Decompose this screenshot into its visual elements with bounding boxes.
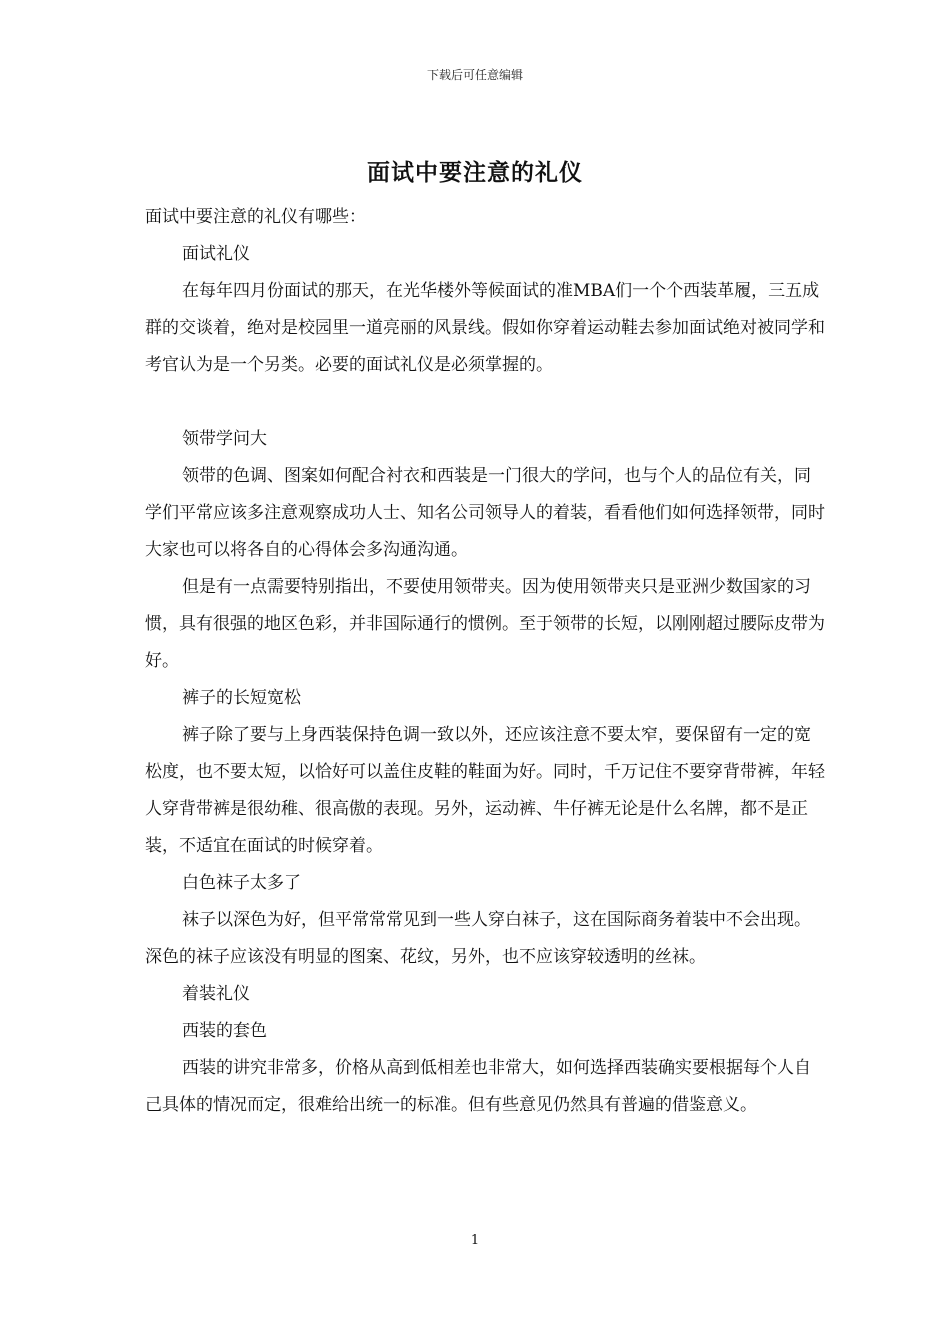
section-heading-trousers: 裤子的长短宽松 (182, 688, 301, 708)
section-heading-socks: 白色袜子太多了 (182, 873, 301, 893)
body-paragraph: 西装的讲究非常多，价格从高到低相差也非常大，如何选择西装确实要根据每个人自己具体的情况而定，很难给出统一的标准。但有些意见仍然具有普遍的借鉴意义。 (145, 1058, 811, 1115)
body-paragraph: 袜子以深色为好，但平常常常见到一些人穿白袜子，这在国际商务着装中不会出现。深色的袜子应该没有明显的图案、花纹，另外，也不应该穿较透明的丝袜。 (145, 910, 811, 967)
document-title: 面试中要注意的礼仪 (367, 159, 583, 186)
page-header: 下载后可任意编辑 (426, 68, 523, 82)
section-heading-tie: 领带学问大 (182, 429, 267, 449)
intro-paragraph: 面试中要注意的礼仪有哪些： (145, 207, 366, 227)
section-heading-suit-color: 西装的套色 (182, 1021, 267, 1041)
blank-line (145, 384, 825, 421)
document-body (145, 199, 825, 1124)
body-paragraph: 领带的色调、图案如何配合衬衣和西装是一门很大的学问，也与个人的品位有关，同学们平常应该多注意观察成功人士、知名公司领导人的着装，看看他们如何选择领带，同时大家也可以将各自的心得体会多沟通沟通。 (145, 466, 825, 560)
body-paragraph: 裤子除了要与上身西装保持色调一致以外，还应该注意不要太窄，要保留有一定的宽松度，也不要太短，以恰好可以盖住皮鞋的鞋面为好。同时，千万记住不要穿背带裤，年轻人穿背带裤是很幼稚、很高傲的表现。另外，运动裤、牛仔裤无论是什么名牌，都不是正装，不适宜在面试的时候穿着。 (145, 725, 825, 856)
body-paragraph: 在每年四月份面试的那天，在光华楼外等候面试的准MBA们一个个西装革履，三五成群的交谈着，绝对是校园里一道亮丽的风景线。假如你穿着运动鞋去参加面试绝对被同学和考官认为是一个另类。必要的面试礼仪是必须掌握的。 (145, 281, 825, 375)
section-heading-dress-etiquette: 着装礼仪 (182, 984, 250, 1004)
section-heading-interview-etiquette: 面试礼仪 (182, 244, 250, 264)
page-number: 1 (470, 1233, 480, 1248)
body-paragraph: 但是有一点需要特别指出，不要使用领带夹。因为使用领带夹只是亚洲少数国家的习惯，具有很强的地区色彩，并非国际通行的惯例。至于领带的长短，以刚刚超过腰际皮带为好。 (145, 577, 825, 671)
